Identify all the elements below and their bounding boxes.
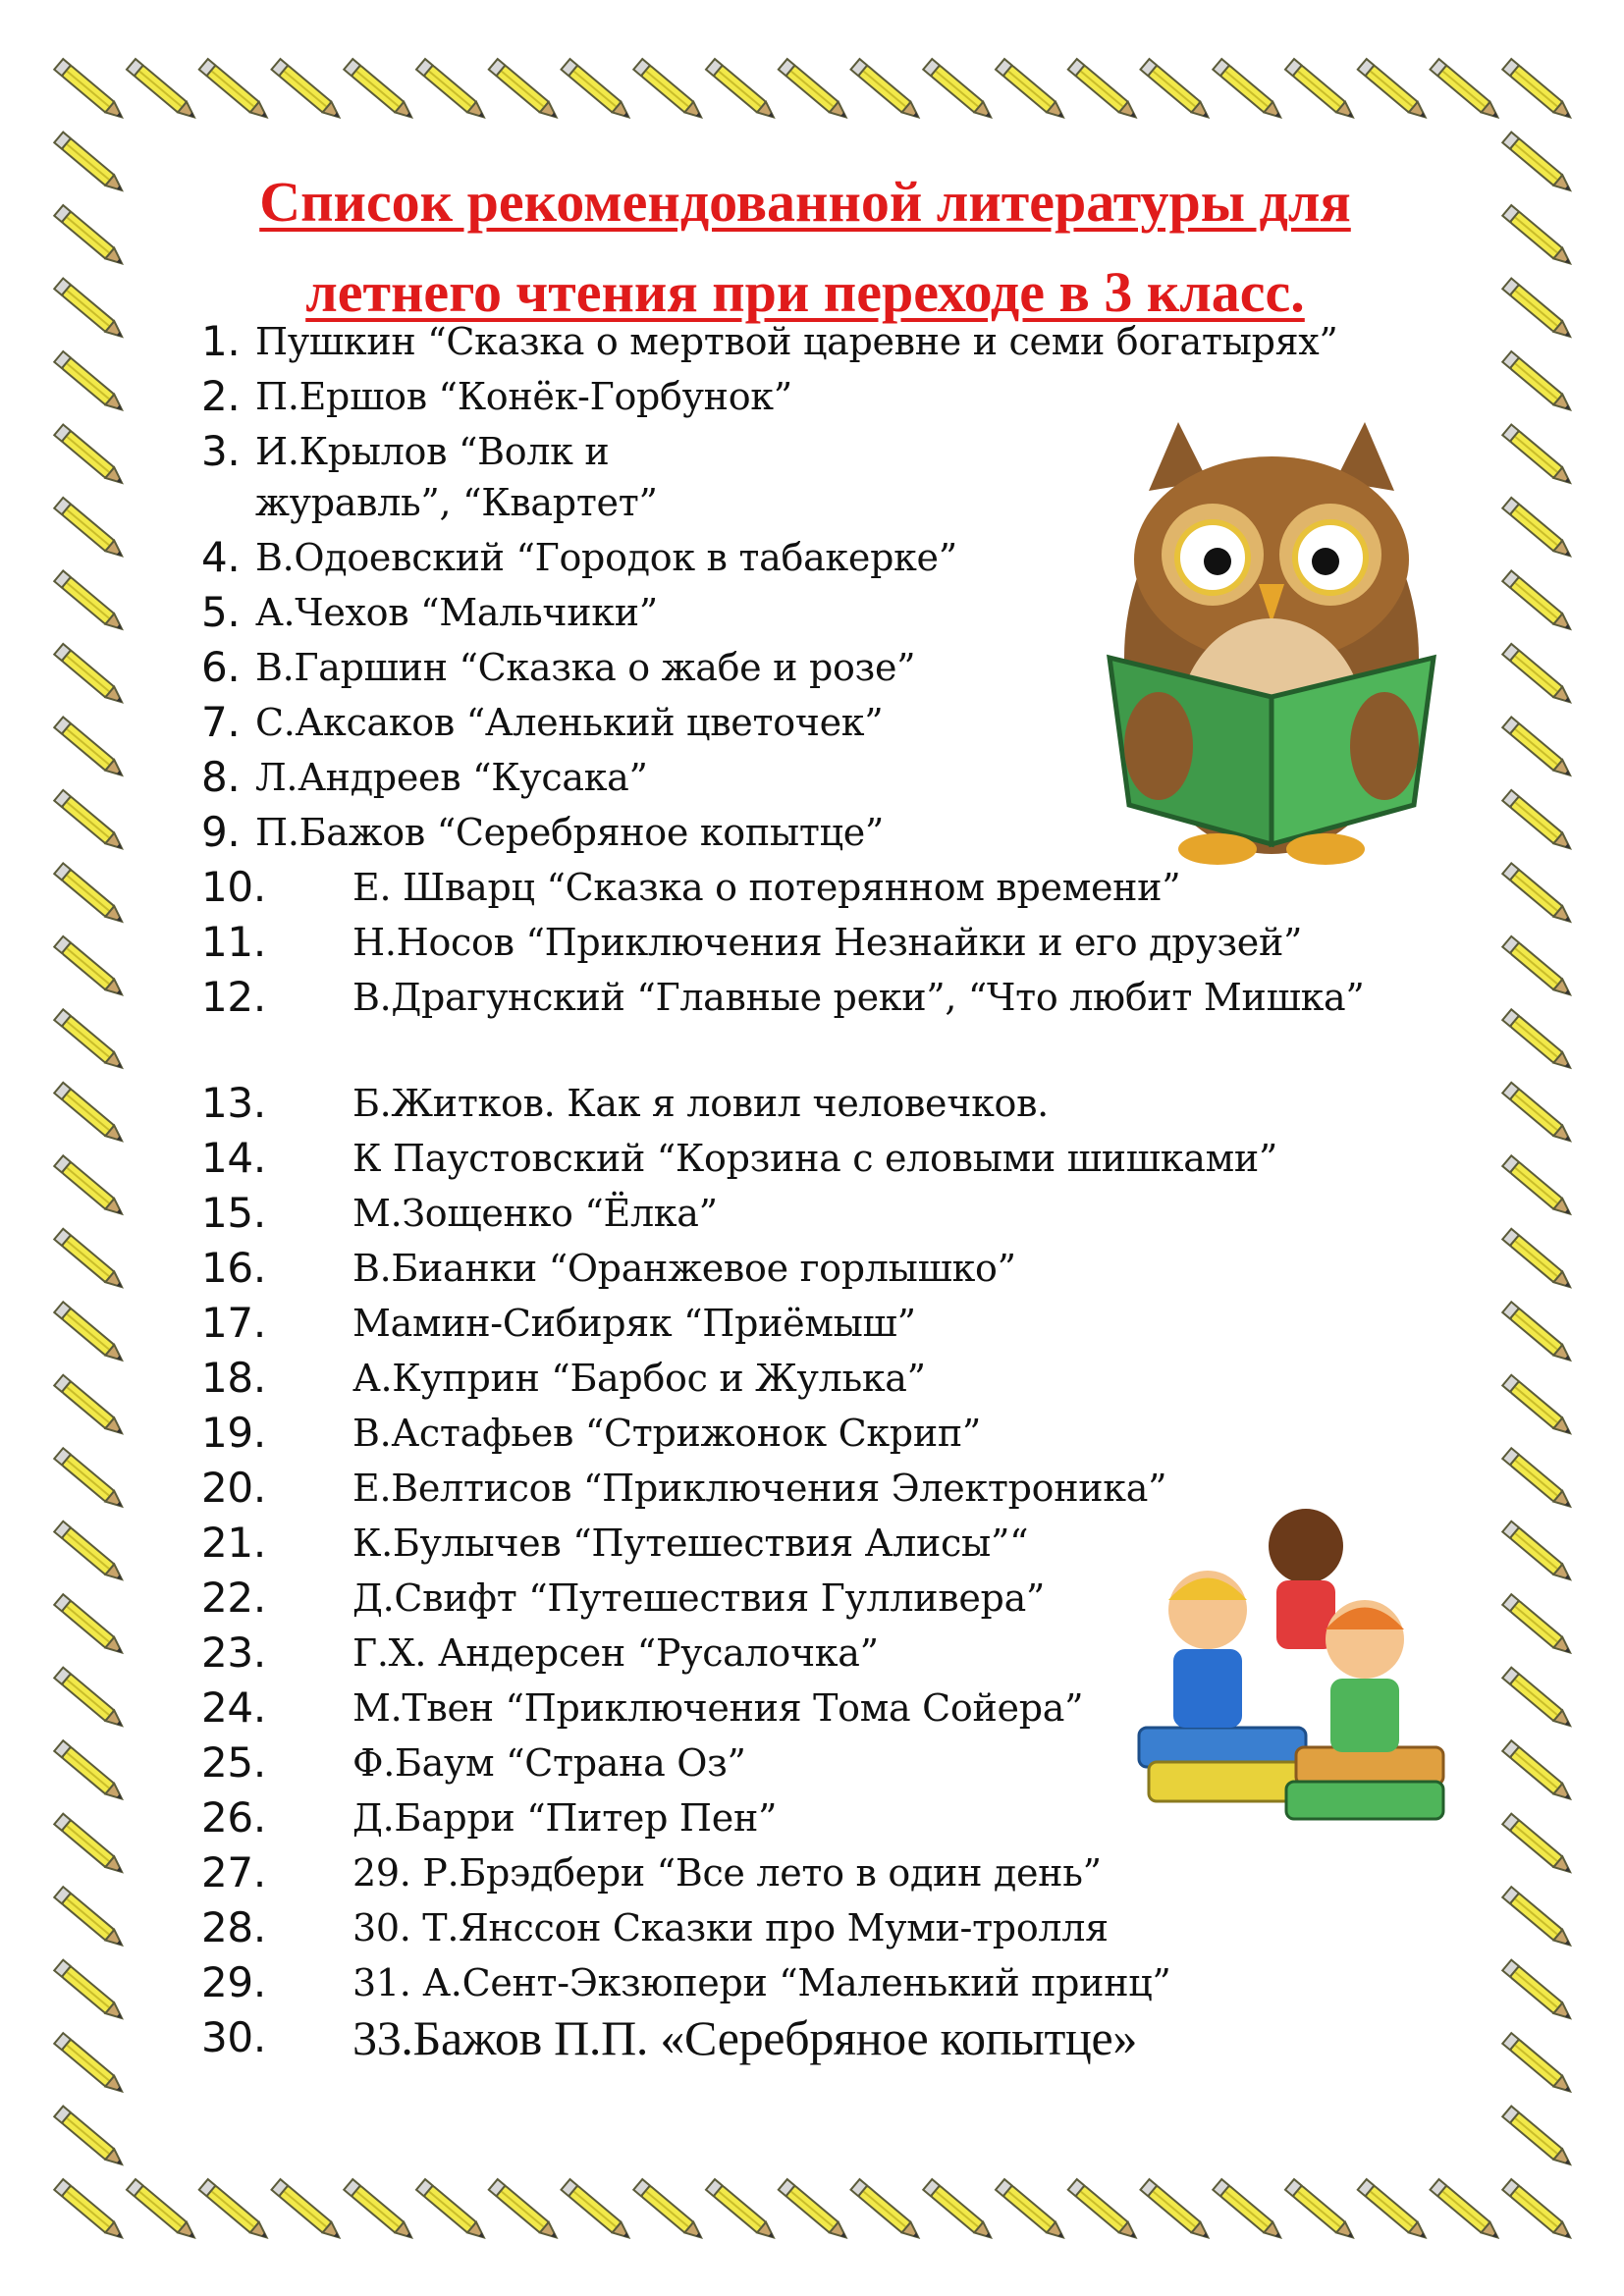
list-item <box>201 642 1497 697</box>
item-text: Л.Андреев “Кусака” <box>255 756 648 799</box>
list-item <box>201 972 1472 1078</box>
pencil-icon <box>779 2179 850 2243</box>
page-title <box>167 157 1443 338</box>
pencil-icon <box>1502 279 1574 343</box>
pencil-icon <box>851 2179 923 2243</box>
pencil-icon <box>1141 59 1213 123</box>
item-text: Е. Шварц “Сказка о потерянном времени” <box>352 866 1181 909</box>
item-number: 16. <box>201 1244 266 1292</box>
pencil-icon <box>1502 1155 1574 1219</box>
item-number: 17. <box>201 1299 266 1347</box>
pencil-icon <box>1502 1668 1574 1732</box>
list-item <box>201 1573 1497 1628</box>
item-text: Н.Носов “Приключения Незнайки и его друзей” <box>352 921 1303 964</box>
pencil-icon <box>199 2179 271 2243</box>
item-text: Б.Житков. Как я ловил человечков. <box>352 1082 1049 1125</box>
list-item <box>201 1792 1497 1847</box>
pencil-icon <box>54 644 126 708</box>
pencil-icon <box>416 2179 488 2243</box>
item-text: В.Астафьев “Стрижонок Скрип” <box>352 1412 982 1455</box>
pencil-icon <box>54 1740 126 1804</box>
item-text: 29. Р.Брэдбери “Все лето в один день” <box>352 1851 1102 1895</box>
pencil-icon <box>54 498 126 561</box>
pencil-icon <box>54 1814 126 1878</box>
item-text: М.Зощенко “Ёлка” <box>352 1192 718 1235</box>
item-text: Д.Барри “Питер Пен” <box>352 1796 778 1840</box>
pencil-icon <box>562 2179 633 2243</box>
pencil-icon <box>199 59 271 123</box>
pencil-icon <box>54 351 126 415</box>
pencil-icon <box>54 717 126 780</box>
item-text: Д.Свифт “Путешествия Гулливера” <box>352 1576 1046 1620</box>
pencil-icon <box>1213 59 1284 123</box>
pencil-icon <box>923 59 995 123</box>
pencil-icon <box>54 1083 126 1147</box>
pencil-icon <box>54 790 126 854</box>
pencil-icon <box>54 279 126 343</box>
pencil-icon <box>54 863 126 927</box>
pencil-icon <box>562 59 633 123</box>
list-item <box>201 587 1497 642</box>
pencil-icon <box>54 1522 126 1585</box>
list-item <box>201 316 1497 371</box>
item-number: 24. <box>201 1683 266 1732</box>
item-text: Е.Велтисов “Приключения Электроника” <box>352 1467 1167 1510</box>
pencil-icon <box>1502 1083 1574 1147</box>
pencil-icon <box>54 570 126 634</box>
pencil-icon <box>1358 59 1430 123</box>
pencil-icon <box>1502 717 1574 780</box>
list-item <box>201 697 1497 752</box>
pencil-icon <box>1502 1887 1574 1950</box>
item-text: П.Ершов “Конёк-Горбунок” <box>255 375 792 418</box>
item-text: П.Бажов “Серебряное копытце” <box>255 811 885 854</box>
pencil-icon <box>1502 1814 1574 1878</box>
list-item <box>201 2012 1497 2067</box>
pencil-icon <box>54 1375 126 1439</box>
pencil-icon <box>923 2179 995 2243</box>
pencil-icon <box>1502 644 1574 708</box>
pencil-icon <box>996 59 1067 123</box>
pencil-icon <box>1502 205 1574 269</box>
pencil-icon <box>54 1960 126 2024</box>
item-number: 14. <box>201 1134 266 1182</box>
pencil-icon <box>1502 1594 1574 1658</box>
list-item <box>201 1133 1497 1188</box>
pencil-icon <box>54 205 126 269</box>
item-text: В.Драгунский “Главные реки”, “Что любит Мишка” <box>352 976 1365 1019</box>
pencil-icon <box>489 2179 561 2243</box>
list-item <box>201 1847 1497 1902</box>
pencil-icon <box>272 2179 344 2243</box>
pencil-icon <box>1502 2033 1574 2097</box>
title-line-1: Список рекомендованной литературы для <box>259 170 1351 234</box>
pencil-icon <box>1502 1522 1574 1585</box>
list-item <box>201 807 1497 862</box>
title-line-2: летнего чтения при переходе в 3 класс. <box>305 260 1305 324</box>
pencil-icon <box>1068 2179 1140 2243</box>
item-number: 4. <box>201 533 241 581</box>
list-item <box>201 752 1497 807</box>
pencil-icon <box>1502 1009 1574 1073</box>
pencil-icon <box>851 59 923 123</box>
item-text: 33.Бажов П.П. «Серебряное копытце» <box>352 2010 1138 2065</box>
pencil-icon <box>1502 1229 1574 1293</box>
item-number: 25. <box>201 1738 266 1787</box>
list-item <box>201 1408 1497 1463</box>
list-item <box>201 1078 1497 1133</box>
item-text: В.Гаршин “Сказка о жабе и розе” <box>255 646 916 689</box>
item-number: 28. <box>201 1903 266 1951</box>
pencil-icon <box>1358 2179 1430 2243</box>
pencil-icon <box>1502 424 1574 488</box>
pencil-icon <box>1502 1960 1574 2024</box>
pencil-icon <box>1068 59 1140 123</box>
item-number: 1. <box>201 317 241 365</box>
list-item <box>201 426 746 532</box>
item-text: И.Крылов “Волк и журавль”, “Квартет” <box>255 430 658 524</box>
pencil-icon <box>1502 863 1574 927</box>
pencil-icon <box>633 59 705 123</box>
item-number: 20. <box>201 1464 266 1512</box>
list-item <box>201 1628 1497 1682</box>
item-text: Мамин-Сибиряк “Приёмыш” <box>352 1302 916 1345</box>
list-item <box>201 1902 1497 1957</box>
pencil-icon <box>54 1448 126 1512</box>
item-text: К Паустовский “Корзина с еловыми шишками” <box>352 1137 1278 1180</box>
item-text: С.Аксаков “Аленький цветочек” <box>255 701 884 744</box>
item-text: Г.Х. Андерсен “Русалочка” <box>352 1631 879 1675</box>
pencil-icon <box>54 936 126 1000</box>
pencil-icon <box>344 2179 415 2243</box>
item-number: 6. <box>201 643 241 691</box>
pencil-icon <box>1502 2179 1574 2243</box>
item-number: 27. <box>201 1848 266 1896</box>
item-number: 15. <box>201 1189 266 1237</box>
pencil-icon <box>1502 1448 1574 1512</box>
pencil-icon <box>54 59 126 123</box>
pencil-icon <box>54 1302 126 1365</box>
list-item <box>201 862 1497 917</box>
item-number: 12. <box>201 973 266 1021</box>
pencil-icon <box>1502 936 1574 1000</box>
item-number: 22. <box>201 1574 266 1622</box>
pencil-icon <box>1285 59 1357 123</box>
pencil-icon <box>1502 351 1574 415</box>
pencil-icon <box>54 133 126 196</box>
list-item <box>201 532 1497 587</box>
list-item <box>201 1188 1497 1243</box>
item-text: 30. Т.Янссон Сказки про Муми-тролля <box>352 1906 1109 1949</box>
pencil-icon <box>54 2107 126 2170</box>
item-number: 7. <box>201 698 241 746</box>
item-number: 8. <box>201 753 241 801</box>
pencil-icon <box>54 1594 126 1658</box>
pencil-icon <box>779 59 850 123</box>
list-item <box>201 1243 1497 1298</box>
pencil-icon <box>54 1009 126 1073</box>
pencil-icon <box>706 59 778 123</box>
item-number: 18. <box>201 1354 266 1402</box>
pencil-icon <box>54 1155 126 1219</box>
pencil-icon <box>54 424 126 488</box>
item-number: 11. <box>201 918 266 966</box>
pencil-icon <box>1431 59 1502 123</box>
list-item <box>201 1518 1497 1573</box>
item-number: 5. <box>201 588 241 636</box>
item-number: 2. <box>201 372 241 420</box>
pencil-icon <box>54 2033 126 2097</box>
item-text: А.Куприн “Барбос и Жулька” <box>352 1357 926 1400</box>
item-number: 26. <box>201 1793 266 1842</box>
pencil-icon <box>1431 2179 1502 2243</box>
pencil-icon <box>127 59 198 123</box>
item-number: 3. <box>201 427 241 475</box>
pencil-icon <box>1141 2179 1213 2243</box>
pencil-icon <box>54 1887 126 1950</box>
pencil-icon <box>1213 2179 1284 2243</box>
pencil-icon <box>706 2179 778 2243</box>
list-item <box>201 1298 1497 1353</box>
item-text: Пушкин “Сказка о мертвой царевне и семи богатырях” <box>255 320 1338 363</box>
item-text: 31. А.Сент-Экзюпери “Маленький принц” <box>352 1961 1171 2004</box>
pencil-icon <box>1502 570 1574 634</box>
pencil-icon <box>996 2179 1067 2243</box>
item-number: 30. <box>201 2013 266 2061</box>
item-number: 29. <box>201 1958 266 2006</box>
item-number: 19. <box>201 1409 266 1457</box>
pencil-icon <box>1502 2107 1574 2170</box>
pencil-icon <box>1285 2179 1357 2243</box>
pencil-icon <box>54 1668 126 1732</box>
book-list <box>201 316 1497 2067</box>
pencil-icon <box>1502 133 1574 196</box>
list-item <box>201 1737 1497 1792</box>
pencil-icon <box>1502 790 1574 854</box>
pencil-icon <box>1502 1302 1574 1365</box>
list-item <box>201 371 1497 426</box>
item-text: А.Чехов “Мальчики” <box>255 591 658 634</box>
pencil-icon <box>489 59 561 123</box>
pencil-icon <box>1502 59 1574 123</box>
list-item <box>201 917 1497 972</box>
pencil-icon <box>1502 1375 1574 1439</box>
item-number: 13. <box>201 1079 266 1127</box>
item-number: 21. <box>201 1519 266 1567</box>
item-text: В.Бианки “Оранжевое горлышко” <box>352 1247 1016 1290</box>
list-item <box>201 1463 1497 1518</box>
item-text: М.Твен “Приключения Тома Сойера” <box>352 1686 1084 1730</box>
list-item <box>201 1957 1497 2012</box>
pencil-icon <box>1502 1740 1574 1804</box>
item-text: Ф.Баум “Страна Оз” <box>352 1741 746 1785</box>
pencil-icon <box>344 59 415 123</box>
item-text: К.Булычев “Путешествия Алисы”“ <box>352 1522 1029 1565</box>
item-text: В.Одоевский “Городок в табакерке” <box>255 536 957 579</box>
pencil-icon <box>272 59 344 123</box>
pencil-icon <box>54 2179 126 2243</box>
pencil-icon <box>127 2179 198 2243</box>
pencil-icon <box>1502 498 1574 561</box>
list-item <box>201 1682 1497 1737</box>
item-number: 23. <box>201 1629 266 1677</box>
item-number: 10. <box>201 863 266 911</box>
list-item <box>201 1353 1497 1408</box>
pencil-icon <box>633 2179 705 2243</box>
pencil-icon <box>54 1229 126 1293</box>
item-number: 9. <box>201 808 241 856</box>
pencil-icon <box>416 59 488 123</box>
